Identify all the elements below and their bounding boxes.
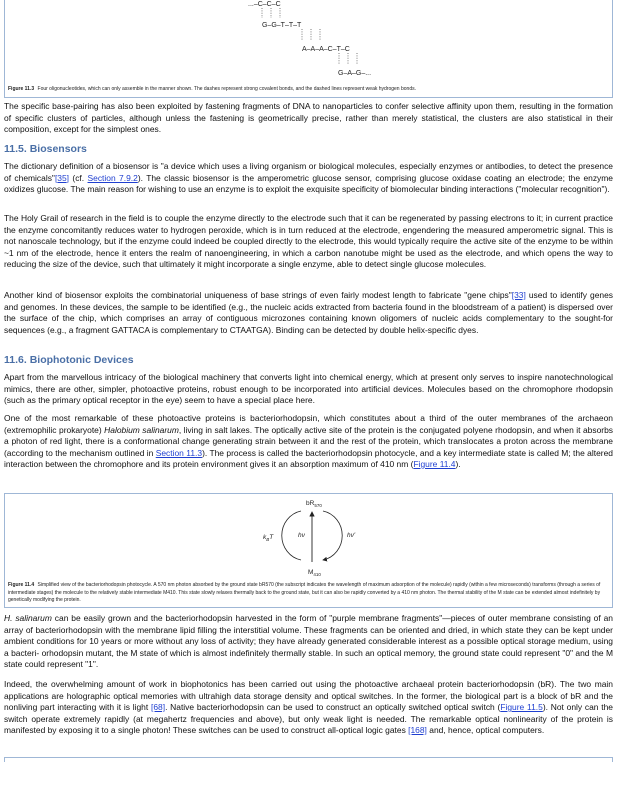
citation-35[interactable]: [35]: [54, 172, 70, 183]
hydrogen-bonds-1: [262, 8, 280, 18]
species-name: Halobium salinarum: [104, 424, 179, 435]
caption-label: Figure 11.3: [8, 86, 35, 92]
oligonucleotide-diagram: [5, 0, 612, 86]
strand-line-4: G–A–G–...: [338, 70, 372, 77]
text-run: used to identify genes and genomes. In these devices, the sample to be identified (e.g., the nucleic acids extracted from bacteria found in the bloodstream of a patient) is dispersed over the surface of the chip, which comprises an array of contiguous microzones containing known oligomers of nucleic acids complementary to the sought-for sequences (e.g., a fragment GATTACA is complementary to CTAATGA). Binding can be detected by double helix-specific dyes.: [4, 290, 614, 335]
section-heading-biophotonic-devices: 11.6. Biophotonic Devices: [4, 354, 134, 366]
citation-33[interactable]: [33]: [511, 290, 526, 300]
text-run: The dictionary definition of a biosensor is "a device which uses a living organism or biological molecules, especially enzymes or antibodies, to detect the presence of chemicals": [4, 161, 613, 183]
strand-line-1: ...–C–C–C: [248, 1, 281, 8]
text-run: ). The process is called the bacteriorhodopsin photocycle, and a key intermediate state is called M; the altered interaction between the chromophore and its protein environment gives it an absorption maximum of 410 nm (: [4, 447, 613, 469]
strand-line-2: G–G–T–T–T: [262, 22, 302, 29]
thermal-kbT-label: $k_BT$: [263, 534, 274, 542]
link-section-11-3[interactable]: Section 11.3: [155, 447, 203, 458]
text-run: and, hence, optical computers.: [426, 725, 545, 735]
strand-line-3: A–A–A–C–T–C: [302, 46, 350, 53]
text-run: can be easily grown and the bacteriorhodopsin harvested in the form of "purple membrane fragments"—pieces of outer membrane consisting of an array of bacteriorhodopsin with the membrane lipid filling the interstitial volume. These fragments can be oriented and dried, in which state they can be kept under ambient conditions for 10 years or more without any loss of activity; they have already generated considerable interest as a possible optical storage medium, using a bacteri- orhodopsin mutant, the M state of which is almost indefinitely thermally stable. In such an optical memory, the ground state could represent "0" and the M state could represent "1".: [4, 613, 613, 669]
figure-caption: [8, 582, 609, 605]
text-run: , living in salt lakes. The optically active site of the protein is the conjugated polyene rhodopsin, and when it absorbs a photon of red light, there is a conformational change generating strain between it and the rest of the protein, which translocates a proton across the membrane (according to the mechanism outlined in: [4, 424, 613, 458]
h-nu-label: hν: [298, 532, 305, 539]
text-run: ).: [455, 459, 461, 469]
figure-caption: [8, 86, 609, 94]
paragraph-dna-nanoparticles: The specific base-pairing has also been exploited by fastening fragments of DNA to nanoparticles to confer selective affinity upon them, resulting in the formation of specific clusters of particles, although unless the fastening is geometrically precise, rather than merely statistical, the clusters are also statistical in their composition, except for the simplest ones.: [4, 101, 613, 134]
paragraph-bacteriorhodopsin: [4, 413, 613, 471]
paragraph-purple-membrane: [4, 613, 613, 671]
state-M410-label: $M_{410}$: [308, 569, 321, 577]
caption-label: Figure 11.4: [8, 582, 35, 588]
paragraph-photoactive-proteins: Apart from the marvellous intricacy of the biological machinery that converts light into chemical energy, which at present only serves to inspire nanotechnological mimics, there are other, simpler, photoactive proteins, robust enough to be incorporated into artificial devices. Molecules based on the chromophore rhodopsin (such as the primary optical receptor in the eye) seem to have a special place here.: [4, 372, 613, 405]
text-run: . Native bacteriorhodopsin can be used to construct an optically switched optical switch (: [165, 702, 501, 712]
hydrogen-bonds-3: [339, 53, 357, 64]
hydrogen-bonds-2: [302, 29, 320, 40]
link-figure-11-5[interactable]: Figure 11.5: [500, 702, 543, 712]
text-run: (cf.: [69, 172, 88, 183]
photoconversion-arc: [323, 511, 342, 560]
text-run: One of the most remarkable of these photoactive proteins is bacteriorhodopsin, which constitutes about a third of the outer membranes of the archaeon (extremophilic prokaryote): [4, 413, 613, 435]
paragraph-biophotonics-applications: [4, 679, 613, 737]
caption-text: Simplified view of the bacteriorhodopsin photocycle. A 570 nm photon absorbed by the ground state bR570 (the subscript indicates the wavelength of maximum adsorption of the molecule) rapidly (within a few microseconds) transforms (through a series of intermediate stages) the molecule to the relatively stable intermediate M410. This state slowly relaxes thermally back to the ground state, but it can also be rapidly converted by a 410 nm photon. The thermal stability of the M state can be extended almost indefinitely by genetically modifying the protein.: [8, 582, 601, 603]
species-name: H. salinarum: [4, 613, 52, 623]
paragraph-holy-grail: The Holy Grail of research in the field is to couple the enzyme directly to the electrode such that it can be regenerated by passing electrons to it; in current practice the enzyme concomitantly reduces water to hydrogen peroxide, which is in turn reduced at the electrode, engendering the measured amperometric signal. This is not nanoscale technology, but if the enzyme could indeed be coupled directly to the electrode, this would typically require the active site of the enzyme to be within ~1 nm of the electrode, hence it enters the realm of nanoengineering, in which a carbon nanotube might be used as the electrode, and which opens the way to reducing the size of the device, such that ultimately it might incorporate a single enzyme, able to detect single glucose molecules.: [4, 213, 613, 269]
state-bR570-label: $bR_{570}$: [306, 500, 322, 508]
link-section-7-9-2[interactable]: Section 7.9.2: [87, 172, 138, 183]
text-run: Another kind of biosensor exploits the combinatorial uniqueness of base strings of even fairly modest length to fabricate "gene chips": [4, 290, 512, 300]
h-nu-prime-label: hν': [347, 532, 356, 539]
paragraph-biosensor-definition: [4, 161, 613, 196]
photocycle-diagram: [5, 494, 612, 582]
text-run: ). The classic biosensor is the amperometric glucose sensor, comprising glucose oxidase coating an electrode; the enzyme oxidizes glucose. The main reason for wishing to use an enzyme is to exploit the exquisite specificity of biomolecular binding interactions ("molecular recognition").: [4, 172, 613, 194]
section-heading-biosensors: 11.5. Biosensors: [4, 143, 87, 155]
figure-11-3: [4, 0, 613, 98]
text-run: Indeed, the overwhelming amount of work in biophotonics has been carried out using the photoactive archaeal protein bacteriorhodopsin (bR). The two main applications are holographic optical memories with ultrahigh data storage density and optical switches. In the former, the biological part is a block of bR and the nonliving part interacting with it is light: [4, 679, 613, 712]
paragraph-gene-chips: [4, 290, 613, 336]
link-figure-11-4[interactable]: Figure 11.4: [413, 459, 456, 469]
citation-68[interactable]: [68]: [150, 702, 166, 712]
text-run: ). Not only can the switch operate extremely rapidly (at megahertz frequencies and above), but only weak light is needed. The remarkable optical nonlinearity of the protein is manifested by exposing it to a single photon! These switches can be used to construct all-optical logic gates: [4, 702, 613, 735]
figure-11-4: [4, 493, 613, 608]
caption-text: Four oligonucleotides, which can only assemble in the manner shown. The dashes represent strong covalent bonds, and the dashed lines represent weak hydrogen bonds.: [37, 86, 416, 92]
citation-168[interactable]: [168]: [408, 725, 427, 735]
next-figure-frame: [4, 757, 613, 762]
